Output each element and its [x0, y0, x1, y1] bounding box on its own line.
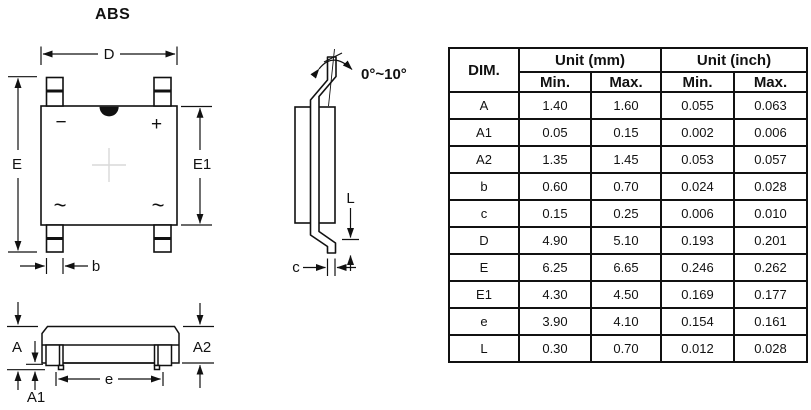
- table-row: [449, 200, 807, 227]
- cell-dim: A1: [449, 119, 519, 146]
- cell-dim: A: [449, 92, 519, 119]
- cell-dim: L: [449, 335, 519, 362]
- dim-label-A: A: [11, 339, 23, 356]
- angle-label: 0°~10°: [361, 66, 407, 83]
- cell-inch-min: 0.053: [661, 146, 734, 173]
- cell-dim: A2: [449, 146, 519, 173]
- cell-inch-max: 0.028: [734, 335, 807, 362]
- table-header-max-inch: Max.: [734, 72, 807, 92]
- front-lead-right-foot: [155, 366, 160, 370]
- bottom-view-diagram: [0, 293, 240, 410]
- package-body-side-view: [295, 49, 342, 253]
- table-header-unit-inch: Unit (inch): [661, 48, 807, 72]
- cell-mm-min: 1.35: [519, 146, 591, 173]
- cell-mm-max: 6.65: [591, 254, 661, 281]
- cell-mm-max: 5.10: [591, 227, 661, 254]
- dim-label-b: b: [91, 258, 101, 275]
- dim-label-L: L: [346, 190, 355, 207]
- cell-mm-max: 4.10: [591, 308, 661, 335]
- table-row: [449, 308, 807, 335]
- cell-inch-min: 0.012: [661, 335, 734, 362]
- cell-inch-min: 0.169: [661, 281, 734, 308]
- dimension-E1: [181, 107, 212, 226]
- table-row: [449, 173, 807, 200]
- cell-mm-min: 3.90: [519, 308, 591, 335]
- table-header-unit-mm: Unit (mm): [519, 48, 661, 72]
- table-row: [449, 227, 807, 254]
- front-lead-right: [155, 345, 172, 366]
- cell-mm-min: 0.60: [519, 173, 591, 200]
- dim-label-E: E: [11, 156, 23, 173]
- cell-mm-min: 1.40: [519, 92, 591, 119]
- dimension-b: [20, 258, 100, 275]
- cell-mm-min: 0.05: [519, 119, 591, 146]
- cell-mm-max: 1.60: [591, 92, 661, 119]
- cell-dim: e: [449, 308, 519, 335]
- dim-label-c: c: [292, 259, 300, 276]
- cell-mm-max: 0.25: [591, 200, 661, 227]
- dimension-D: [41, 46, 177, 65]
- dim-label-A1: A1: [26, 389, 46, 406]
- cell-mm-max: 4.50: [591, 281, 661, 308]
- table-header-max-mm: Max.: [591, 72, 661, 92]
- cell-inch-max: 0.006: [734, 119, 807, 146]
- table-row: [449, 92, 807, 119]
- cell-dim: b: [449, 173, 519, 200]
- dim-label-D: D: [103, 46, 115, 63]
- polarity-plus-mark: +: [150, 114, 163, 135]
- cell-dim: E: [449, 254, 519, 281]
- cell-mm-min: 6.25: [519, 254, 591, 281]
- cell-dim: E1: [449, 281, 519, 308]
- table-row: [449, 146, 807, 173]
- cell-mm-min: 4.30: [519, 281, 591, 308]
- dimension-A: [7, 302, 45, 390]
- cell-inch-max: 0.201: [734, 227, 807, 254]
- ac-mark-left: ~: [53, 192, 67, 218]
- cell-inch-min: 0.002: [661, 119, 734, 146]
- package-body-front-view: [42, 327, 179, 370]
- table-row: [449, 281, 807, 308]
- table-header-dim: DIM.: [449, 48, 519, 92]
- dimension-c: [292, 259, 356, 277]
- cell-mm-max: 0.70: [591, 173, 661, 200]
- cell-mm-min: 0.15: [519, 200, 591, 227]
- polarity-minus-mark: −: [55, 112, 67, 133]
- cell-dim: c: [449, 200, 519, 227]
- dim-label-e: e: [104, 371, 114, 388]
- cell-mm-max: 0.15: [591, 119, 661, 146]
- table-header-min-mm: Min.: [519, 72, 591, 92]
- dimension-A2: [182, 303, 214, 388]
- cell-inch-min: 0.246: [661, 254, 734, 281]
- dim-label-A2: A2: [192, 339, 212, 356]
- cell-inch-max: 0.028: [734, 173, 807, 200]
- cell-inch-min: 0.193: [661, 227, 734, 254]
- table-row: [449, 335, 807, 362]
- page-title: ABS: [95, 6, 131, 23]
- cell-inch-max: 0.063: [734, 92, 807, 119]
- cell-inch-min: 0.024: [661, 173, 734, 200]
- cell-inch-max: 0.057: [734, 146, 807, 173]
- dim-label-E1: E1: [192, 156, 212, 173]
- cell-mm-min: 0.30: [519, 335, 591, 362]
- dimension-E: [8, 77, 37, 252]
- dimension-L: [342, 190, 359, 271]
- top-view-diagram: [0, 30, 240, 292]
- dimension-table: [448, 47, 808, 363]
- cell-inch-max: 0.010: [734, 200, 807, 227]
- cell-inch-max: 0.177: [734, 281, 807, 308]
- table-row: [449, 254, 807, 281]
- cell-inch-max: 0.161: [734, 308, 807, 335]
- side-view-diagram: [270, 40, 440, 290]
- cell-dim: D: [449, 227, 519, 254]
- table-header-min-inch: Min.: [661, 72, 734, 92]
- cell-mm-min: 4.90: [519, 227, 591, 254]
- cell-mm-max: 0.70: [591, 335, 661, 362]
- cell-mm-max: 1.45: [591, 146, 661, 173]
- cell-inch-min: 0.006: [661, 200, 734, 227]
- front-lead-left: [46, 345, 63, 366]
- cell-inch-min: 0.154: [661, 308, 734, 335]
- dimension-e: [56, 371, 163, 388]
- table-row: [449, 119, 807, 146]
- cell-inch-min: 0.055: [661, 92, 734, 119]
- front-lead-left-foot: [59, 366, 64, 370]
- ac-mark-right: ~: [151, 192, 165, 218]
- cell-inch-max: 0.262: [734, 254, 807, 281]
